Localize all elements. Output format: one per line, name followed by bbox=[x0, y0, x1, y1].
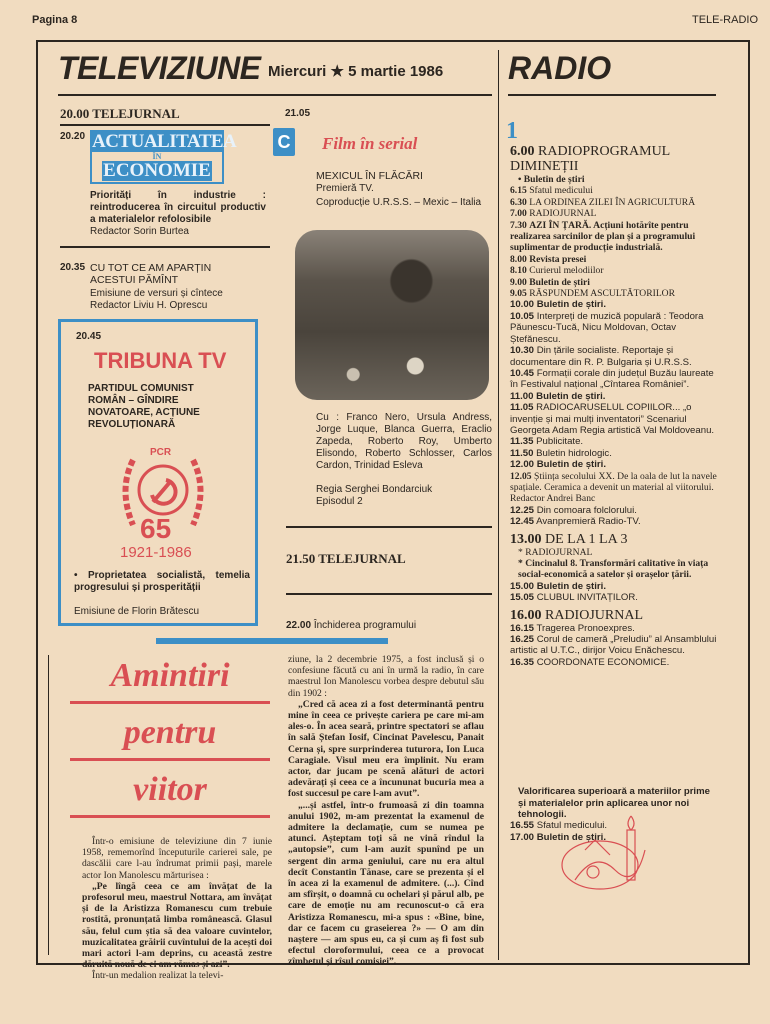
radio-time: 7.30 bbox=[510, 219, 527, 231]
radio-text: Din comoara folclorului. bbox=[536, 504, 637, 516]
column-divider bbox=[498, 50, 499, 960]
running-head: TELE-RADIO bbox=[691, 14, 758, 26]
radio-item bbox=[510, 299, 720, 310]
radio-text: Buletin de știri. bbox=[536, 459, 606, 471]
radio-item bbox=[510, 288, 720, 299]
radio-item bbox=[510, 185, 720, 196]
radio-item bbox=[510, 254, 720, 265]
radio-item bbox=[510, 220, 720, 254]
emblem-pcr: PCR bbox=[150, 447, 172, 458]
program-title: CU TOT CE AM APARȚIN ACESTUI PĂMÎNT bbox=[90, 262, 212, 286]
radio-text: Din țările socialiste. Reportaje și documentare din R. P. Bulgaria și U.R.S.S. bbox=[510, 345, 692, 368]
radio-text: RADIOCARUSELUL COPIILOR... „o invenție și mai mulți inventatori” Scenariul Georgeta Adam Regia artistică Val Moldoveanu. bbox=[510, 402, 715, 436]
divider bbox=[60, 246, 270, 248]
radio-time: 16.55 bbox=[510, 820, 535, 832]
radio-text: Tragerea Pronoexpres. bbox=[536, 622, 635, 634]
article-title: Amintiri pentru viitor bbox=[70, 655, 270, 826]
radio-item bbox=[518, 547, 720, 558]
divider bbox=[286, 526, 492, 528]
tv-item-telejurnal-2 bbox=[286, 551, 406, 567]
film-coproduction: Coproducție U.R.S.S. – Mexic – Italia bbox=[316, 197, 482, 208]
tv-section-title: TELEVIZIUNE bbox=[58, 50, 261, 86]
program-credit: Redactor Liviu H. Oprescu bbox=[90, 300, 208, 311]
radio-time: 17.00 bbox=[510, 831, 535, 843]
time: 20.20 bbox=[60, 131, 86, 142]
divider bbox=[60, 124, 270, 126]
radio-text: Publicitate. bbox=[536, 436, 584, 448]
radio-time: 9.05 bbox=[510, 288, 527, 300]
radio-item bbox=[510, 265, 720, 276]
radio-time: 15.05 bbox=[510, 592, 535, 604]
radio-time: 11.00 bbox=[510, 390, 534, 402]
radio-text: LA ORDINEA ZILEI ÎN AGRICULTURĂ bbox=[529, 196, 696, 208]
radio-text: Buletin hidrologic. bbox=[536, 447, 612, 459]
blue-separator bbox=[156, 638, 388, 644]
title: TELEJURNAL bbox=[318, 551, 406, 566]
radio-text: RĂSPUNDEM ASCULTĂTORILOR bbox=[529, 288, 676, 300]
radio-text: Buletin de știri. bbox=[536, 831, 606, 843]
radio-text: Revista presei bbox=[529, 253, 587, 265]
radio-time: 6.30 bbox=[510, 196, 527, 208]
radio-time: 11.05 bbox=[510, 402, 534, 414]
radio-text: * Cincinalul 8. Transformări calitative în viața social-economică a satelor și orașelor țării. bbox=[518, 558, 709, 581]
radio-time: 16.00 bbox=[510, 607, 542, 623]
film-cast: Cu : Franco Nero, Ursula Andress, Jorge Luque, Blanca Guerra, Eraclio Zapeda, Roberto Roy, Umberto Elisondo, Roberto Schlosser, Carlos Cardon, Trinidad Esleva bbox=[316, 412, 492, 471]
radio-item bbox=[510, 532, 720, 547]
radio-item bbox=[518, 558, 720, 581]
divider bbox=[58, 94, 492, 96]
program-desc: Emisiune de versuri și cîntece bbox=[90, 288, 223, 299]
radio-item bbox=[510, 402, 720, 436]
radio-item bbox=[510, 471, 720, 505]
radio-text: CLUBUL INVITAȚILOR. bbox=[536, 592, 638, 604]
radio-item bbox=[510, 208, 720, 219]
radio-item bbox=[518, 174, 720, 185]
time: 22.00 bbox=[286, 620, 312, 631]
broadcast-date: Miercuri ★ 5 martie 1986 bbox=[268, 63, 444, 80]
radio-text: • Buletin de știri bbox=[518, 174, 585, 185]
radio-time: 7.00 bbox=[510, 208, 527, 220]
film-section-title: Film în serial bbox=[322, 134, 418, 153]
radio-section-title: RADIO bbox=[508, 50, 612, 86]
radio-text: Curierul melodiilor bbox=[529, 265, 604, 277]
tribuna-subtitle: PARTIDUL COMUNIST ROMÂN – GÎNDIRE NOVATOARE, ACȚIUNE REVOLUȚIONARĂ bbox=[88, 383, 200, 430]
radio-time: 12.45 bbox=[510, 516, 535, 528]
film-still-photo bbox=[295, 230, 489, 400]
radio-text: COORDONATE ECONOMICE. bbox=[536, 656, 670, 668]
emblem-years: 1921-1986 bbox=[120, 544, 192, 561]
film-director: Regia Serghei Bondarciuk bbox=[316, 484, 433, 495]
radio-time: 11.50 bbox=[510, 447, 534, 459]
radio-time: 16.15 bbox=[510, 622, 535, 634]
radio-text: Avanpremieră Radio-TV. bbox=[536, 516, 641, 528]
radio-text: RADIOPROGRAMUL DIMINEȚII bbox=[510, 144, 670, 174]
radio-time: 10.00 bbox=[510, 299, 535, 311]
radio-text: Interpreți de muzică populară : Teodora Păunescu-Tucă, Nicu Moldovan, Octav Ștefănescu. bbox=[510, 310, 704, 345]
radio-time: 12.25 bbox=[510, 504, 535, 516]
program-desc: Priorități în industrie : reintroducerea în circuitul productiv a materialelor refolosibile bbox=[90, 190, 266, 225]
radio-text: Buletin de știri. bbox=[536, 299, 606, 311]
radio-item bbox=[510, 581, 720, 592]
time: 20.00 bbox=[60, 106, 90, 121]
radio-text: Știința secolului XX. De la oala de lut la navele spațiale. Ceramica a devenit un material al viitorului. Redactor Andrei Banc bbox=[510, 470, 717, 505]
tribuna-title: TRIBUNA TV bbox=[94, 348, 227, 373]
radio-text: Valorificarea superioară a materiilor prime și materialelor prin aplicarea unor noi tehnologii. bbox=[518, 786, 710, 821]
radio-item bbox=[510, 623, 720, 634]
tv-item-telejurnal bbox=[60, 106, 180, 122]
radio-item bbox=[510, 657, 720, 668]
radio-item bbox=[510, 634, 720, 657]
radio-time: 16.35 bbox=[510, 656, 535, 668]
divider bbox=[286, 593, 492, 595]
radio-text: Formații corale din județul Buzău laureate în Festivalul național „Cîntarea României”. bbox=[510, 367, 714, 391]
radio-text: RADIOJURNAL bbox=[529, 208, 597, 220]
radio-item bbox=[510, 505, 720, 516]
divider bbox=[508, 94, 716, 96]
time: 21.50 bbox=[286, 551, 316, 566]
article-left-rule bbox=[48, 655, 49, 955]
time: 20.45 bbox=[76, 331, 102, 342]
radio-item bbox=[510, 516, 720, 527]
radio-time: 10.45 bbox=[510, 367, 535, 379]
radio-item bbox=[510, 448, 720, 459]
color-c-icon: C bbox=[273, 128, 295, 156]
film-premiere: Premieră TV. bbox=[316, 183, 374, 194]
radio-schedule bbox=[510, 140, 720, 843]
radio-item bbox=[510, 277, 720, 288]
radio-item bbox=[510, 436, 720, 447]
radio-item bbox=[510, 459, 720, 470]
actualitatea-logo: ACTUALITATEA ÎN ECONOMIE bbox=[90, 130, 224, 184]
radio-time: 8.10 bbox=[510, 265, 527, 277]
time: 21.05 bbox=[285, 108, 311, 119]
radio-time: 9.00 bbox=[510, 276, 527, 288]
radio-text: Sfatul medicului. bbox=[536, 820, 608, 832]
radio-time: 11.35 bbox=[510, 436, 534, 448]
radio-text: DE LA 1 LA 3 bbox=[545, 531, 628, 547]
radio-item bbox=[510, 197, 720, 208]
radio-time: 6.00 bbox=[510, 144, 535, 159]
radio-item bbox=[510, 608, 720, 623]
radio-time: 10.30 bbox=[510, 345, 535, 357]
radio-text: Corul de cameră „Preludiu” al Ansamblului artistic al U.T.C., dirijor Voicu Enăchescu. bbox=[510, 634, 717, 657]
radio-text: RADIOJURNAL bbox=[545, 607, 643, 623]
program-desc: • Proprietatea socialistă, temelia progresului și prosperității bbox=[74, 570, 250, 593]
program-credit: Redactor Sorin Burtea bbox=[90, 226, 189, 237]
radio-item bbox=[510, 368, 720, 391]
film-title: MEXICUL ÎN FLĂCĂRI bbox=[316, 170, 423, 182]
radio-item bbox=[510, 311, 720, 345]
radio-item bbox=[510, 144, 720, 174]
radio-item bbox=[510, 345, 720, 368]
radio-time: 13.00 bbox=[510, 531, 542, 547]
program-credit: Emisiune de Florin Brătescu bbox=[74, 606, 200, 617]
radio-time: 15.00 bbox=[510, 580, 535, 592]
radio-time: 8.00 bbox=[510, 253, 527, 265]
title: Închiderea programului bbox=[313, 620, 417, 631]
title: TELEJURNAL bbox=[92, 106, 180, 121]
radio-time: 6.15 bbox=[510, 185, 527, 197]
film-episode: Episodul 2 bbox=[316, 496, 363, 507]
page-label: Pagina 8 bbox=[32, 14, 78, 26]
article-column-1: Într-o emisiune de televiziune din 7 iunie 1958, rememorînd începuturile carierei sale, pe dascălii care l-au îndrumat primii pași, marele actor Ion Manolescu mărturisea : „Pe lîngă ceea ce am învățat de la profesorul meu, maestrul Nottara, am învățat și de la Aristizza Romanescu cum trebuie rostită, pronunțată limba românească. Glasul său, felul cum știa să dea valoare cuvintelor, muzicalitatea grăirii cuvîntului de la acești doi mari actori l-am deprins, cu această zestre dăruită nouă de ei am rămas și azi”. Într-un medalion realizat la televi- bbox=[82, 836, 272, 982]
radio-time: 10.05 bbox=[510, 310, 535, 322]
radio-text: AZI ÎN ȚARĂ. Acțiuni hotărîte pentru realizarea sarcinilor de plan și a programului suplimentar de producție industrială. bbox=[510, 219, 696, 254]
article-column-2: ziune, la 2 decembrie 1975, a fost inclusă și o confesiune făcută cu ani în urmă la radio, în care maestrul Ion Manolescu vorbea despre debutul său din 1902 : „Cred că acea zi a fost determinantă pentru mine în ceea ce privește cariera pe care mi-am ales-o. În acea seară, printre spectatori se aflau în sală Ștefan Iosif, Cincinat Pavelescu, Panait Cerna și, spre surprinderea tuturora, Ion Luca Caragiale. Visul meu era împlinit. Nu eram actor, dar jucam pe scenă alături de actori adevărați și ceea ce a încununat bucuria mea a fost succesul pe care l-am avut”. „...și astfel, într-o frumoasă zi din toamna anului 1902, m-am prezentat la examenul de admitere la declamație, cum se numea pe atunci. Așteptam toți să ne vină rîndul la „autopsie”, cum l-am auzit spunînd pe un sergent din arma geniului, care nu era altul decît Constantin Tănase, care se prezenta și el în acea zi la examenul de admitere. (...). Cînd am sfîrșit, o doamnă cu ochelari și părul alb, pe care de emoție nu am recunoscut-o că era Aristizza Romanescu, mi-a spus : «Bine, bine, dar ce facem cu graseierea ?» — O am din naștere — am spus eu, ca și cum aș fi fost sub efectul cloroformului, ceea ce a provocat zîmbetul și rîsul comisiei”. bbox=[288, 654, 484, 968]
radio-text: Buletin de știri. bbox=[536, 390, 606, 402]
radio-item bbox=[510, 592, 720, 603]
economy-illustration bbox=[555, 810, 655, 900]
radio-time: 12.00 bbox=[510, 459, 535, 471]
radio-item bbox=[510, 391, 720, 402]
radio-time: 12.05 bbox=[510, 470, 532, 482]
radio-text: * RADIOJURNAL bbox=[518, 546, 593, 558]
radio-text: Buletin de știri. bbox=[536, 580, 606, 592]
radio-text: Buletin de știri bbox=[529, 276, 590, 288]
tv-item-closing bbox=[286, 620, 416, 632]
radio-time: 16.25 bbox=[510, 634, 535, 646]
emblem-65: 65 bbox=[140, 513, 172, 544]
program-1-badge: 1 bbox=[506, 118, 518, 144]
time: 20.35 bbox=[60, 262, 86, 273]
radio-text: Sfatul medicului bbox=[529, 185, 593, 197]
